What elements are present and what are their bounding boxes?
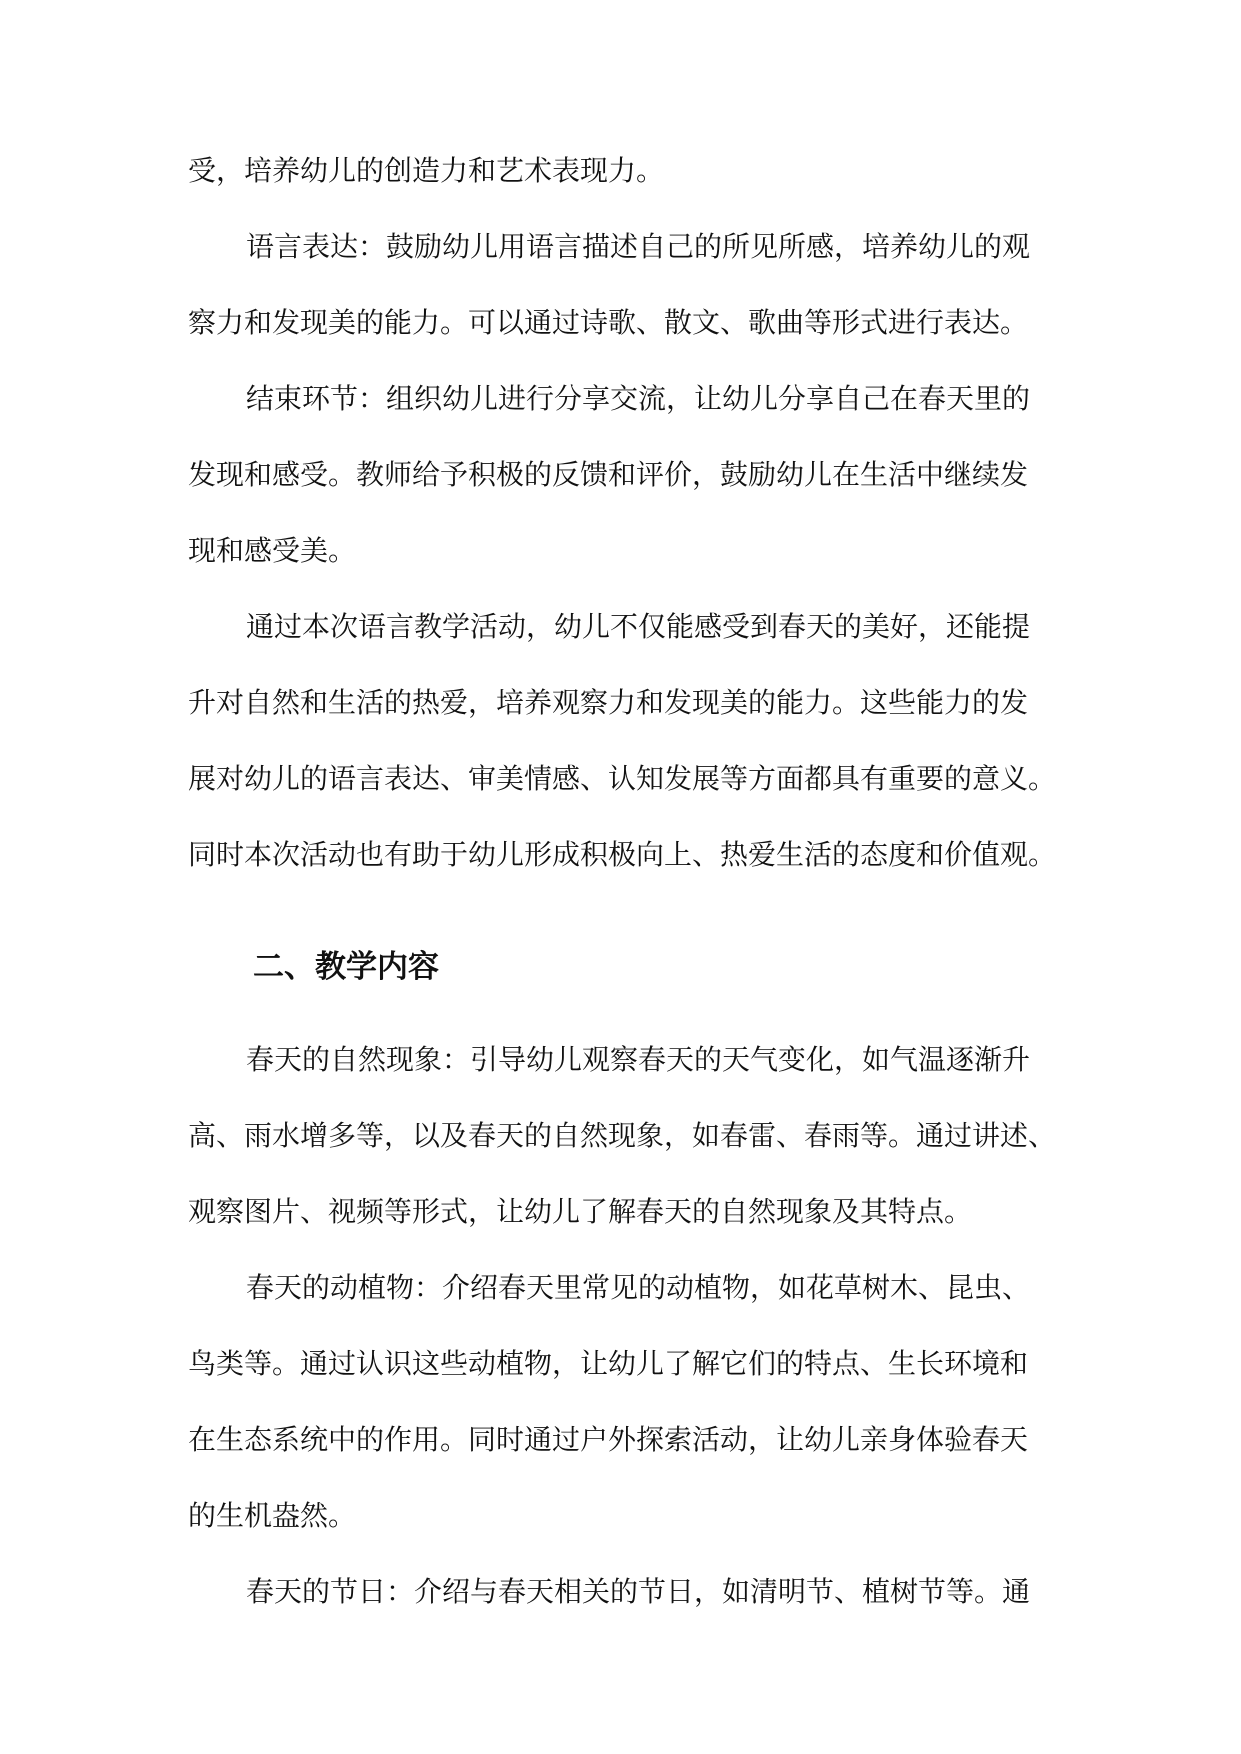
paragraph-line: 在生态系统中的作用。同时通过户外探索活动，让幼儿亲身体验春天 — [188, 1423, 1029, 1456]
paragraph-line: 升对自然和生活的热爱，培养观察力和发现美的能力。这些能力的发 — [188, 686, 1029, 719]
paragraph-line: 现和感受美。 — [188, 534, 357, 567]
section-heading: 二、教学内容 — [253, 949, 439, 985]
paragraph-line: 察力和发现美的能力。可以通过诗歌、散文、歌曲等形式进行表达。 — [188, 306, 1029, 339]
paragraph-line: 春天的自然现象：引导幼儿观察春天的天气变化，如气温逐渐升 — [246, 1043, 1031, 1076]
paragraph-line: 发现和感受。教师给予积极的反馈和评价，鼓励幼儿在生活中继续发 — [188, 458, 1029, 491]
paragraph-line: 高、雨水增多等，以及春天的自然现象，如春雷、春雨等。通过讲述、 — [188, 1119, 1057, 1152]
paragraph-line: 通过本次语言教学活动，幼儿不仅能感受到春天的美好，还能提 — [246, 610, 1031, 643]
paragraph-line: 春天的动植物：介绍春天里常见的动植物，如花草树木、昆虫、 — [246, 1271, 1031, 1304]
paragraph-line: 的生机盎然。 — [188, 1499, 357, 1532]
paragraph-line: 鸟类等。通过认识这些动植物，让幼儿了解它们的特点、生长环境和 — [188, 1347, 1029, 1380]
paragraph-line: 语言表达：鼓励幼儿用语言描述自己的所见所感，培养幼儿的观 — [246, 230, 1031, 263]
paragraph-line: 春天的节日：介绍与春天相关的节日，如清明节、植树节等。通 — [246, 1575, 1031, 1608]
paragraph-line: 结束环节：组织幼儿进行分享交流，让幼儿分享自己在春天里的 — [246, 382, 1031, 415]
paragraph-line: 受，培养幼儿的创造力和艺术表现力。 — [188, 154, 665, 187]
paragraph-line: 观察图片、视频等形式，让幼儿了解春天的自然现象及其特点。 — [188, 1195, 973, 1228]
paragraph-line: 同时本次活动也有助于幼儿形成积极向上、热爱生活的态度和价值观。 — [188, 838, 1057, 871]
paragraph-line: 展对幼儿的语言表达、审美情感、认知发展等方面都具有重要的意义。 — [188, 762, 1057, 795]
